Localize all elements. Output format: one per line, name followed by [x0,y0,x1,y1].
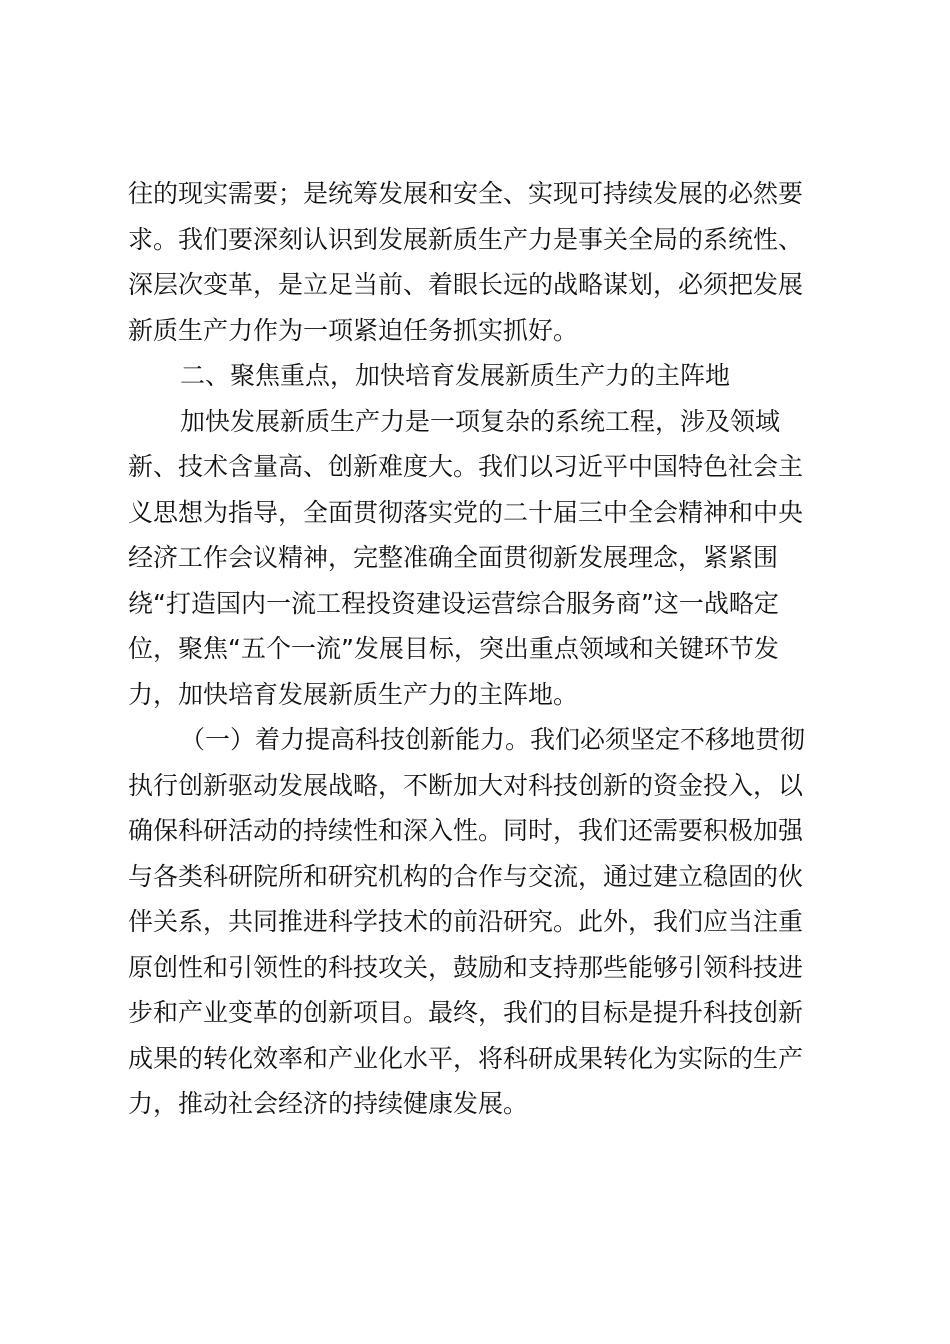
paragraph-1-line-1: 往的现实需要；是统筹发展和安全、实现可持续发展的必然要 [128,179,804,208]
paragraph-3-line-7: 步和产业变革的创新项目。最终，我们的目标是提升科技创新 [128,998,804,1027]
paragraph-1-line-2: 求。我们要深刻认识到发展新质生产力是事关全局的系统性、 [128,224,804,254]
paragraph-2-line-5: 绕“打造国内一流工程投资建设运营综合服务商”这一战略定 [128,588,779,618]
paragraph-3-line-1: （一）着力提高科技创新能力。我们必须坚定不移地贯彻 [180,725,806,754]
paragraph-3-line-5: 伴关系，共同推进科学技术的前沿研究。此外，我们应当注重 [128,907,804,936]
paragraph-3-line-8: 成果的转化效率和产业化水平，将科研成果转化为实际的生产 [128,1043,804,1073]
paragraph-2-line-3: 义思想为指导，全面贯彻落实党的二十届三中全会精神和中央 [128,497,804,527]
paragraph-3-line-6: 原创性和引领性的科技攻关，鼓励和支持那些能够引领科技进 [128,952,804,982]
paragraph-2-line-1: 加快发展新质生产力是一项复杂的系统工程，涉及领域 [180,406,781,436]
paragraph-2-line-2: 新、技术含量高、创新难度大。我们以习近平中国特色社会主 [128,452,804,481]
paragraph-2-line-4: 经济工作会议精神，完整准确全面贯彻新发展理念，紧紧围 [128,543,779,572]
paragraph-3-line-4: 与各类科研院所和研究机构的合作与交流，通过建立稳固的伙 [128,861,804,891]
paragraph-2-line-7: 力，加快培育发展新质生产力的主阵地。 [128,679,579,709]
paragraph-3-line-3: 确保科研活动的持续性和深入性。同时，我们还需要积极加强 [128,816,804,845]
paragraph-1-line-4: 新质生产力作为一项紧迫任务抓实抓好。 [128,315,579,345]
section-heading: 二、聚焦重点，加快培育发展新质生产力的主阵地 [180,361,731,390]
paragraph-1-line-3: 深层次变革，是立足当前、着眼长远的战略谋划，必须把发展 [128,270,804,299]
paragraph-3-line-2: 执行创新驱动发展战略，不断加大对科技创新的资金投入，以 [128,770,804,800]
paragraph-2-line-6: 位，聚焦“五个一流”发展目标，突出重点领域和关键环节发 [128,634,779,663]
paragraph-3-line-9: 力，推动社会经济的持续健康发展。 [128,1089,529,1118]
body-text [128,171,818,1127]
